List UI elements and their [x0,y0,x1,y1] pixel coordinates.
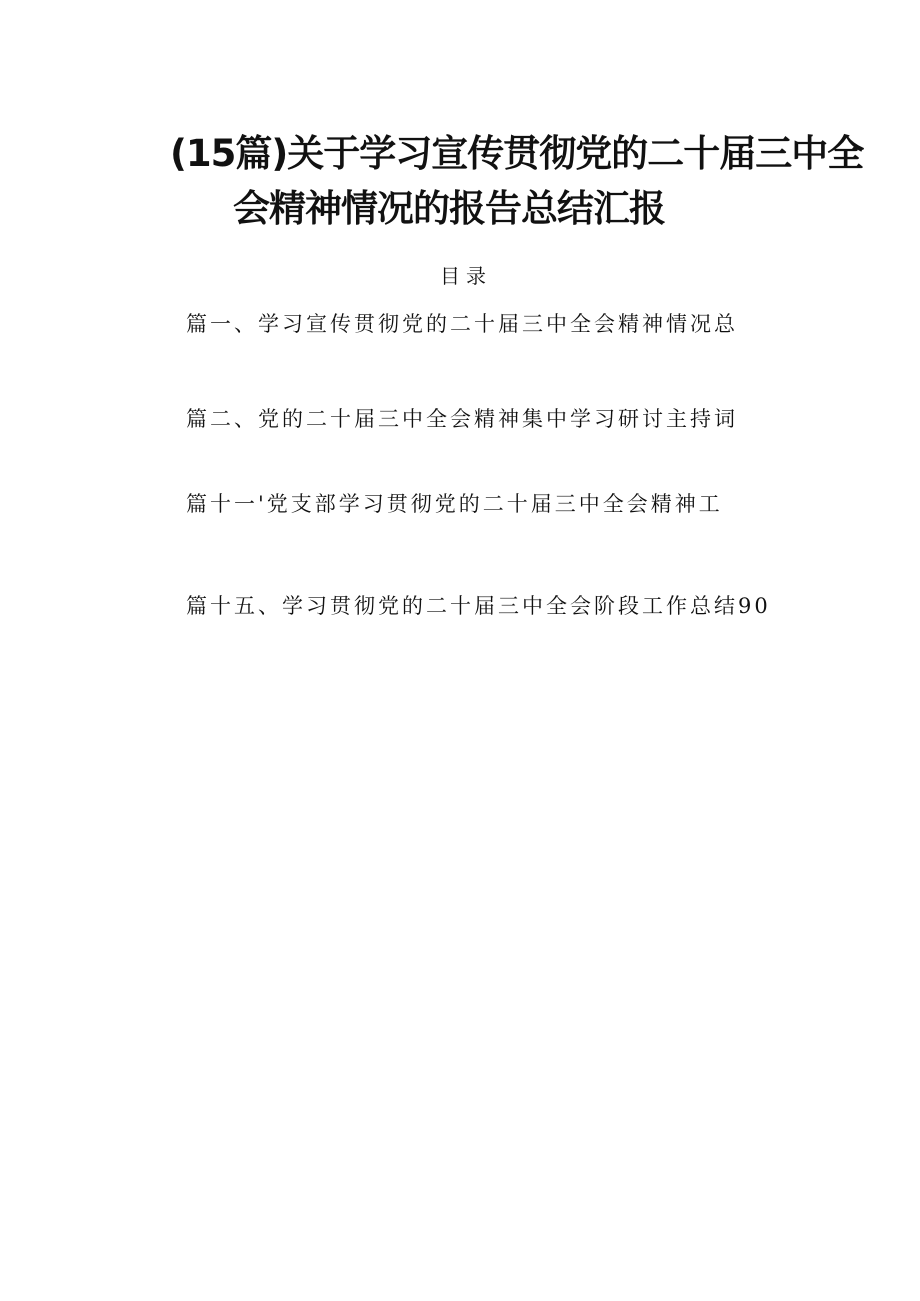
document-title-line-2: 会精神情况的报告总结汇报 [233,187,665,230]
toc-heading: 目录 [440,264,492,288]
toc-item[interactable]: 篇十一'党支部学习贯彻党的二十届三中全会精神工 [186,492,723,516]
toc-item[interactable]: 篇一、学习宣传贯彻党的二十届三中全会精神情况总 [186,312,738,336]
toc-item[interactable]: 篇二、党的二十届三中全会精神集中学习研讨主持词 [186,407,738,431]
toc-item[interactable]: 篇十五、学习贯彻党的二十届三中全会阶段工作总结90 [186,594,771,618]
document-title-line-1: (15篇)关于学习宣传贯彻党的二十届三中全 [170,132,864,175]
